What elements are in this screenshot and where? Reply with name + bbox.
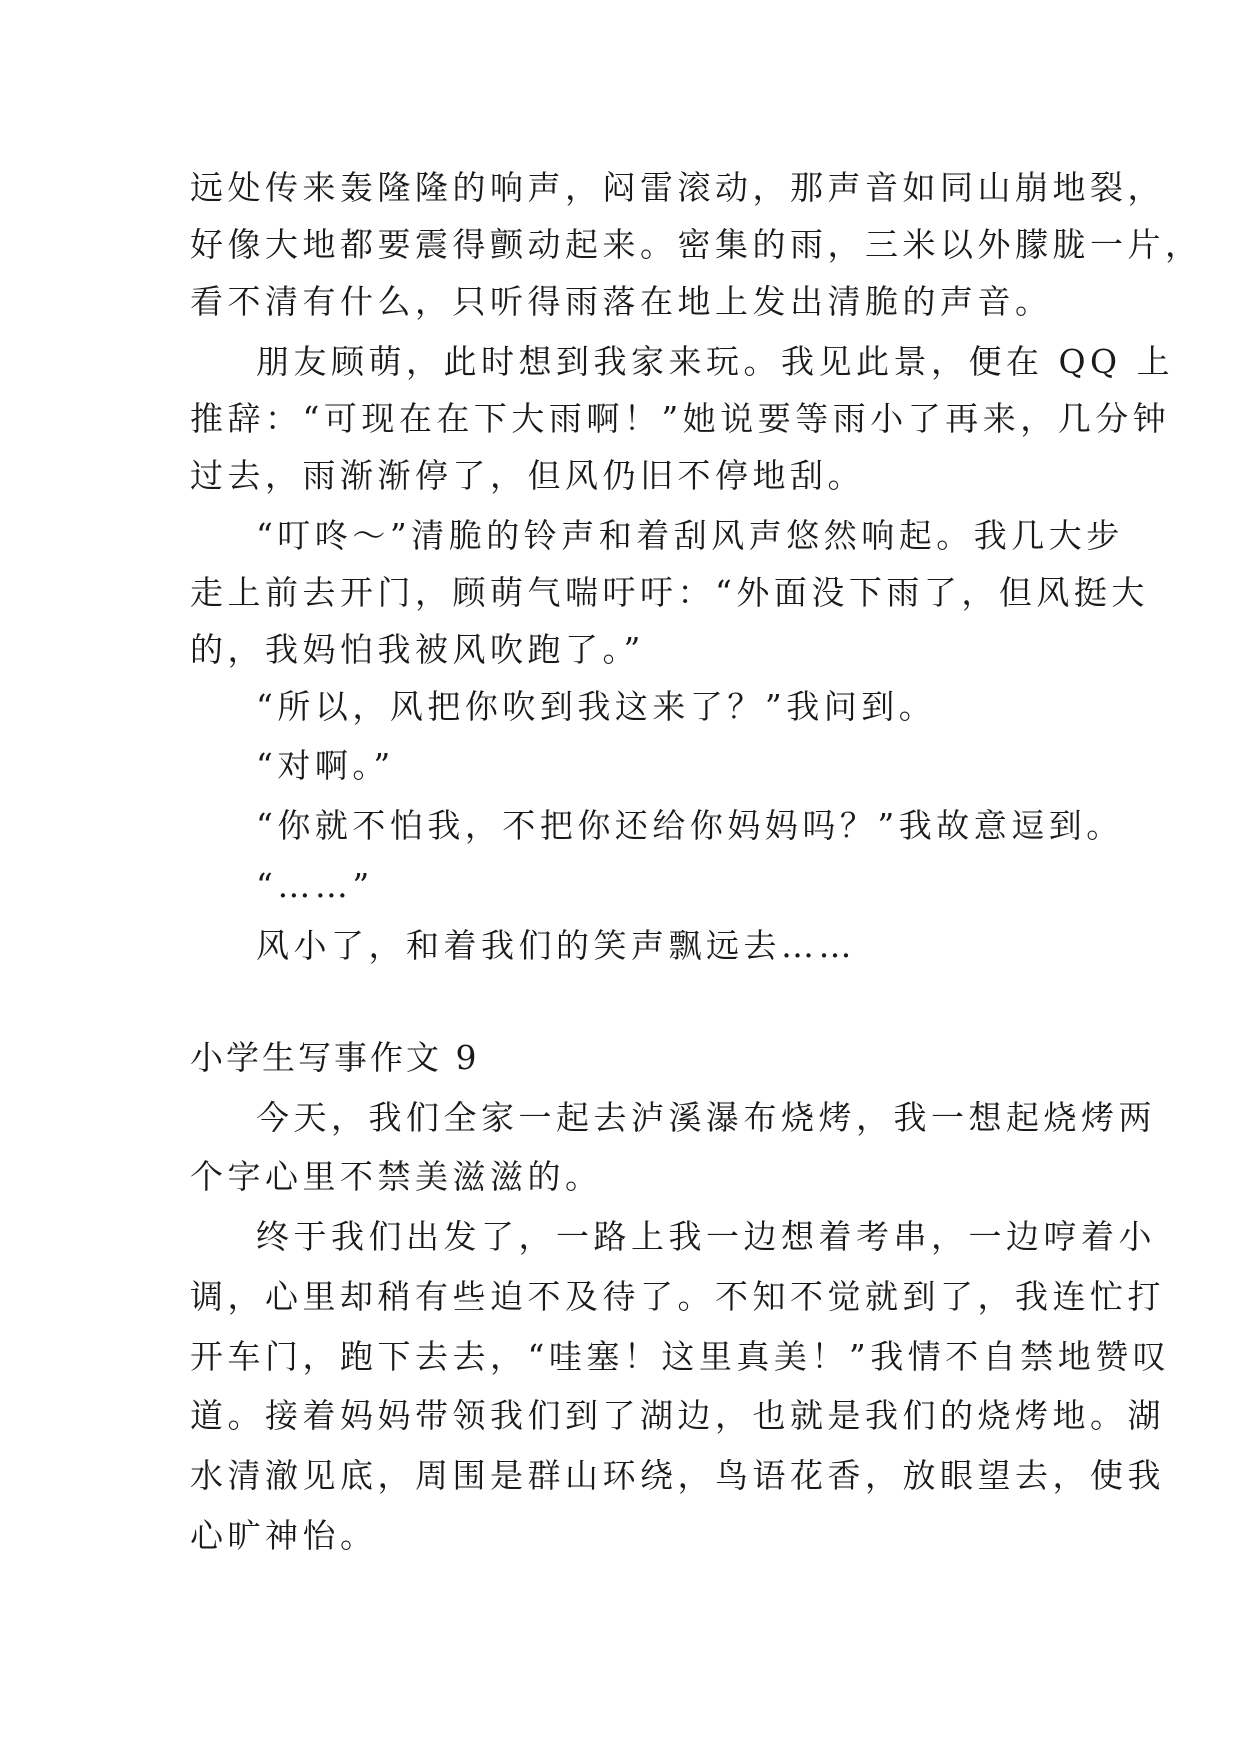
text-line: 终于我们出发了，一路上我一边想着考串，一边哼着小 — [256, 1217, 1156, 1256]
text-line: 朋友顾萌，此时想到我家来玩。我见此景，便在 QQ 上 — [256, 342, 1175, 381]
text-line: 风小了，和着我们的笑声飘远去…… — [256, 926, 856, 965]
text-line: 个字心里不禁美滋滋的。 — [190, 1157, 603, 1196]
text-line: 今天，我们全家一起去泸溪瀑布烧烤，我一想起烧烤两 — [256, 1098, 1156, 1137]
text-line: 过去，雨渐渐停了，但风仍旧不停地刮。 — [190, 456, 865, 495]
text-line: “叮咚～”清脆的铃声和着刮风声悠然响起。我几大步 — [256, 516, 1124, 555]
text-line: 的，我妈怕我被风吹跑了。” — [190, 630, 645, 669]
section-title: 小学生写事作文 9 — [190, 1038, 480, 1077]
text-line: 走上前去开门，顾萌气喘吁吁：“外面没下雨了，但风挺大 — [190, 573, 1149, 612]
text-line: 心旷神怡。 — [190, 1516, 378, 1555]
dialogue-line: “你就不怕我，不把你还给你妈妈吗？”我故意逗到。 — [256, 806, 1124, 845]
text-line: 好像大地都要震得颤动起来。密集的雨，三米以外朦胧一片， — [190, 225, 1203, 264]
text-line: 推辞：“可现在在下大雨啊！”她说要等雨小了再来，几分钟 — [190, 399, 1171, 438]
text-line: 远处传来轰隆隆的响声，闷雷滚动，那声音如同山崩地裂， — [190, 168, 1165, 207]
text-line: 调，心里却稍有些迫不及待了。不知不觉就到了，我连忙打 — [190, 1277, 1165, 1316]
text-line: 水清澈见底，周围是群山环绕，鸟语花香，放眼望去，使我 — [190, 1456, 1165, 1495]
dialogue-line: “所以，风把你吹到我这来了？”我问到。 — [256, 687, 937, 726]
text-line: 看不清有什么，只听得雨落在地上发出清脆的声音。 — [190, 282, 1053, 321]
dialogue-line: “对啊。” — [256, 746, 395, 785]
text-line: 开车门，跑下去去，“哇塞！这里真美！”我情不自禁地赞叹 — [190, 1337, 1171, 1376]
text-line: 道。接着妈妈带领我们到了湖边，也就是我们的烧烤地。湖 — [190, 1396, 1165, 1435]
dialogue-line: “……” — [256, 866, 374, 905]
